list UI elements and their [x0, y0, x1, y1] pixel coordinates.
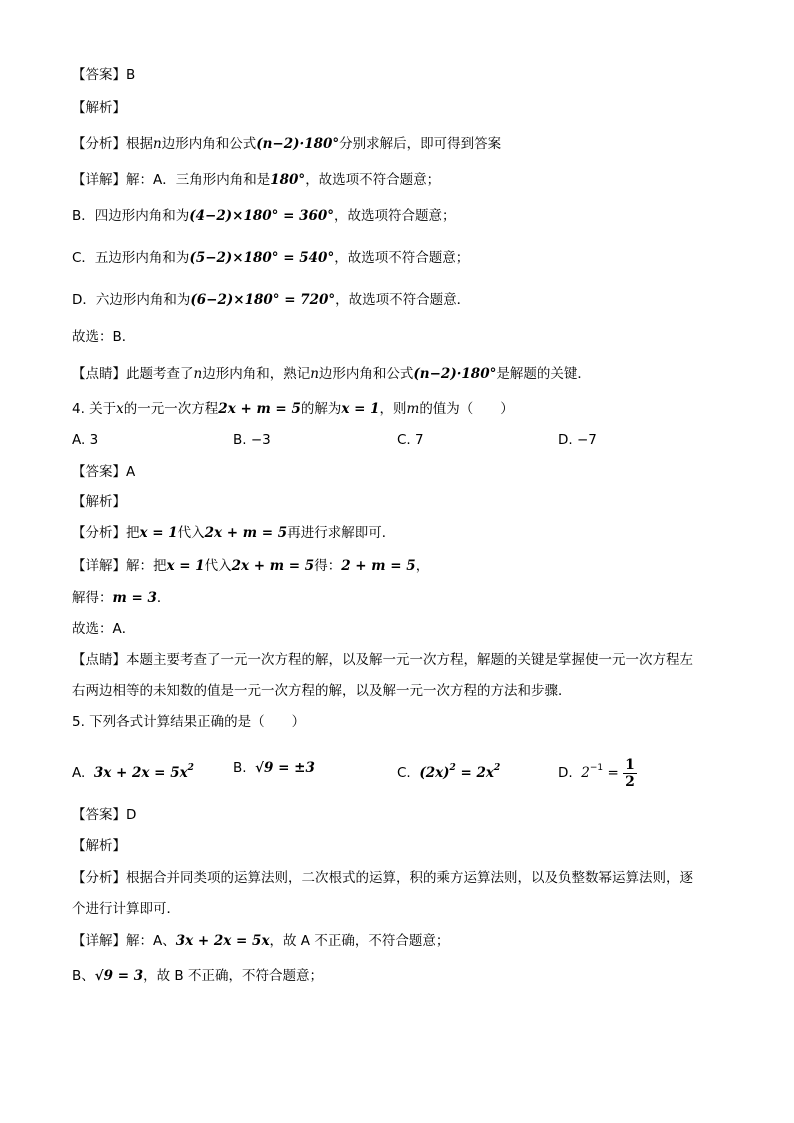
text: ，故选项不符合题意．: [335, 292, 471, 308]
text: 代入: [204, 558, 232, 574]
fenxi-label: 【分析】: [72, 136, 126, 152]
option-label: B.: [233, 760, 247, 776]
question-4-stem: [72, 399, 734, 419]
formula: 2 + m = 5: [341, 558, 416, 574]
option-label: A.: [72, 432, 90, 448]
option-value: −3: [250, 432, 271, 448]
option-label: C.: [397, 432, 416, 448]
formula: √9 = 3: [94, 968, 144, 984]
answer-line: [72, 65, 734, 85]
text: ，: [415, 558, 430, 574]
formula: x = 1: [166, 558, 205, 574]
option-b: [233, 430, 271, 450]
text: 得：: [314, 558, 342, 574]
option-c: [397, 758, 500, 783]
fenxi-line: [72, 868, 734, 888]
exponent: 2: [449, 763, 456, 773]
option-b: [233, 758, 315, 778]
text: B、: [72, 968, 95, 984]
answer-label: 【答案】: [72, 464, 126, 480]
text: 分别求解后，即可得到答案: [339, 136, 502, 152]
text: ，故选项不符合题意；: [305, 172, 441, 188]
text: ，故选项符合题意；: [334, 208, 456, 224]
denominator: 2: [625, 773, 635, 790]
option-label: D.: [558, 765, 573, 781]
formula: x = 1: [341, 401, 380, 417]
answer-label: 【答案】: [72, 807, 126, 823]
xiangjie-line: [72, 931, 734, 951]
solve-line: [72, 588, 734, 608]
option-label: B.: [233, 432, 251, 448]
answer-value: D: [126, 807, 137, 823]
formula: √9 = ±3: [255, 760, 315, 776]
fraction: [623, 757, 637, 790]
xiangjie-line: [72, 170, 734, 190]
text: ，故 A 不正确，不符合题意；: [269, 933, 450, 949]
text: C．五边形内角和为: [72, 250, 190, 266]
text: 此题考查了: [126, 366, 194, 382]
choose-line: 故选：A．: [72, 621, 136, 637]
text: 把: [126, 525, 140, 541]
dianjing-label: 【点睛】: [72, 652, 126, 668]
fenxi-line-2: 个进行计算即可．: [72, 901, 180, 917]
variable: n: [193, 366, 203, 382]
numerator: 1: [625, 756, 635, 773]
xiangjie-label: 【详解】: [72, 172, 126, 188]
option-d-line: [72, 290, 734, 310]
text: 边形内角和，熟记: [202, 366, 311, 382]
exponent: 2: [493, 763, 501, 773]
answer-value: B: [126, 67, 136, 83]
option-label: D.: [558, 432, 577, 448]
exponent: 2: [187, 763, 194, 773]
fenxi-line: [72, 523, 734, 543]
text: 解：把: [126, 558, 167, 574]
text: 解：A．三角形内角和是: [126, 172, 271, 188]
formula: 2: [581, 765, 590, 781]
formula: (2x): [419, 765, 450, 781]
answer-line: [72, 462, 734, 482]
answer-line: [72, 805, 734, 825]
choose-line: 故选：B．: [72, 329, 136, 345]
formula: 2x + m = 5: [218, 401, 301, 417]
option-value: 3: [89, 432, 99, 448]
variable: n: [310, 366, 319, 382]
text: 解得：: [72, 590, 113, 606]
text: 边形内角和公式: [318, 366, 414, 382]
formula: (n−2)·180°: [413, 366, 497, 382]
formula: = 2x: [455, 765, 494, 781]
text: 再进行求解即可．: [287, 525, 396, 541]
text: ，故选项不符合题意；: [334, 250, 470, 266]
option-d: [558, 752, 637, 790]
exponent: −1: [589, 763, 604, 773]
formula: (n−2)·180°: [256, 136, 340, 152]
xiangjie-label: 【详解】: [72, 558, 126, 574]
text: ，故 B 不正确，不符合题意；: [143, 968, 323, 984]
dianjing-line: [72, 364, 734, 384]
option-value: 7: [415, 432, 424, 448]
option-a: [72, 758, 194, 783]
option-d: [558, 430, 597, 450]
answer-label: 【答案】: [72, 67, 126, 83]
text: =: [603, 765, 624, 781]
text: 的解为: [300, 401, 342, 417]
text: 解：A、: [126, 933, 176, 949]
formula: m = 3: [112, 590, 157, 606]
fenxi-label: 【分析】: [72, 525, 126, 541]
text: 的值为（ ）: [419, 401, 514, 417]
fenxi-label: 【分析】: [72, 870, 126, 886]
text: 4. 关于: [72, 401, 117, 417]
formula: 3x + 2x = 5x: [93, 765, 188, 781]
analysis-heading: 【解析】: [72, 494, 126, 510]
option-label: A.: [72, 765, 86, 781]
text: ．: [156, 590, 171, 606]
formula: 3x + 2x = 5x: [175, 933, 270, 949]
formula: (4−2)×180° = 360°: [189, 208, 335, 224]
text: 边形内角和公式: [161, 136, 257, 152]
formula: 2x + m = 5: [231, 558, 315, 574]
xiangjie-line: [72, 556, 734, 576]
analysis-heading: 【解析】: [72, 838, 126, 854]
text: 是解题的关键．: [496, 366, 591, 382]
formula: 2x + m = 5: [204, 525, 288, 541]
text: ，则: [379, 401, 407, 417]
xiangjie-label: 【详解】: [72, 933, 126, 949]
text: 本题主要考查了一元一次方程的解，以及解一元一次方程，解题的关键是掌握使一元一次方程左: [126, 652, 693, 668]
option-b-line: [72, 206, 734, 226]
option-a: [72, 430, 98, 450]
option-b-line: [72, 966, 734, 986]
formula: (6−2)×180° = 720°: [190, 292, 336, 308]
question-5-stem: 5. 下列各式计算结果正确的是（ ）: [72, 714, 306, 730]
variable: n: [153, 136, 162, 152]
text: 代入: [177, 525, 205, 541]
answer-value: A: [126, 464, 136, 480]
dianjing-line: [72, 650, 734, 670]
option-label: C.: [397, 765, 411, 781]
analysis-heading: 【解析】: [72, 100, 126, 116]
option-value: −7: [576, 432, 597, 448]
fenxi-line: [72, 134, 734, 154]
option-c-line: [72, 248, 734, 268]
text: 根据合并同类项的运算法则，二次根式的运算，积的乘方运算法则，以及负整数幂运算法则，逐: [126, 870, 693, 886]
dianjing-label: 【点睛】: [72, 366, 126, 382]
dianjing-line-2: 右两边相等的未知数的值是一元一次方程的解，以及解一元一次方程的方法和步骤．: [72, 683, 572, 699]
text: 的一元一次方程: [123, 401, 219, 417]
formula: 180°: [270, 172, 306, 188]
text: D．六边形内角和为: [72, 292, 191, 308]
formula: x = 1: [139, 525, 178, 541]
text: 根据: [126, 136, 153, 152]
formula: (5−2)×180° = 540°: [189, 250, 335, 266]
variable: m: [406, 401, 420, 417]
option-c: [397, 430, 424, 450]
variable: x: [116, 401, 124, 417]
text: B．四边形内角和为: [72, 208, 190, 224]
